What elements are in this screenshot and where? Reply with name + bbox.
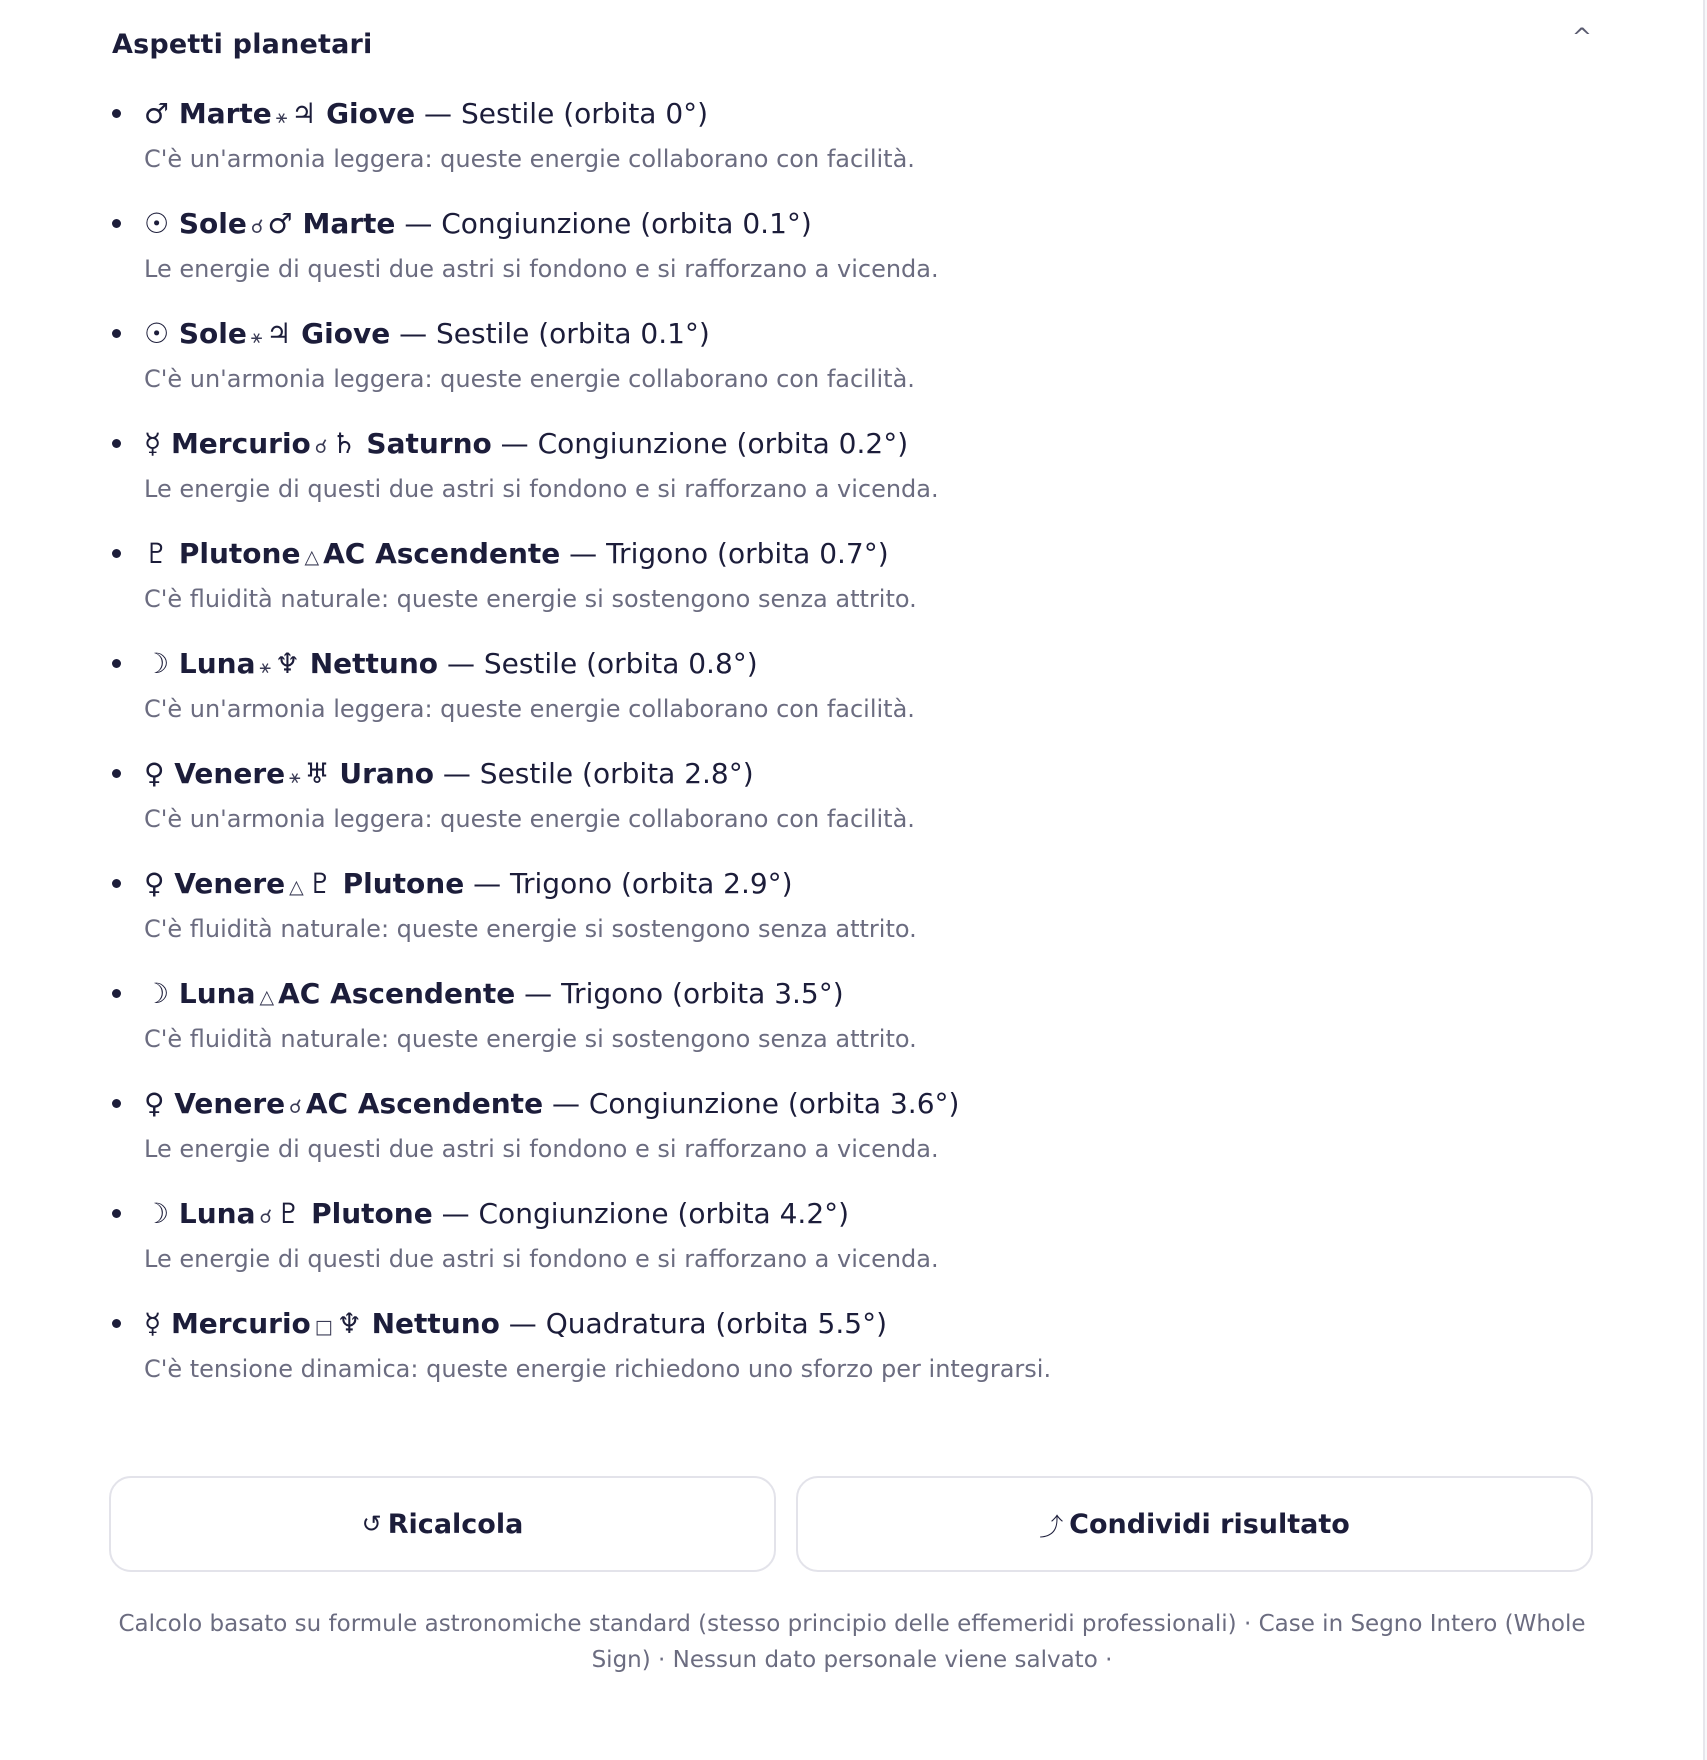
planet-1-symbol-icon: ♀: [144, 757, 165, 790]
planet-2-name: Ascendente: [330, 977, 516, 1010]
planet-1-symbol-icon: ☿: [144, 427, 162, 460]
aspect-symbol-icon: ☌: [259, 1206, 273, 1228]
planet-1-symbol-icon: ☿: [144, 1307, 162, 1340]
planet-1-name: Marte: [178, 97, 272, 130]
aspect-heading: [144, 202, 1512, 249]
aspect-heading: [144, 422, 1512, 469]
aspect-description: C'è un'armonia leggera: queste energie collaborano con facilità.: [144, 695, 915, 723]
aspect-type: — Sestile (orbita 0.8°): [446, 647, 758, 680]
aspect-type: — Trigono (orbita 2.9°): [473, 867, 793, 900]
section-title: Aspetti planetari: [112, 28, 373, 60]
aspect-heading: [144, 972, 1512, 1019]
planet-2-symbol-icon: ♂: [267, 207, 293, 240]
planet-1-name: Luna: [178, 977, 256, 1010]
planet-1-name: Sole: [178, 317, 247, 350]
aspect-symbol-icon: ☌: [250, 216, 264, 238]
planet-2: [275, 647, 438, 680]
planet-1: [144, 207, 247, 240]
planet-1-name: Luna: [178, 647, 256, 680]
planet-1-name: Venere: [174, 867, 286, 900]
aspect-type: — Trigono (orbita 3.5°): [524, 977, 844, 1010]
planet-1-symbol-icon: ♂: [144, 97, 170, 130]
aspect-type: — Congiunzione (orbita 0.2°): [500, 427, 909, 460]
refresh-icon: ↺: [361, 1510, 382, 1538]
planet-1: [144, 1197, 255, 1230]
aspect-description: Le energie di questi due astri si fondono e si rafforzano a vicenda.: [144, 475, 939, 503]
planet-2-symbol-icon: ♃: [291, 97, 317, 130]
planet-2-name: Ascendente: [375, 537, 561, 570]
planet-2-symbol-icon: ♅: [304, 757, 330, 790]
aspect-description: C'è fluidità naturale: queste energie si sostengono senza attrito.: [144, 585, 917, 613]
planet-2-symbol-icon: ♆: [274, 647, 300, 680]
aspect-item: [112, 202, 1512, 312]
planet-1: [144, 757, 285, 790]
share-result-label: Condividi risultato: [1069, 1508, 1350, 1540]
aspect-item: [112, 92, 1512, 202]
aspect-type: — Congiunzione (orbita 4.2°): [441, 1197, 850, 1230]
aspect-type: — Trigono (orbita 0.7°): [569, 537, 889, 570]
aspect-item: [112, 312, 1512, 422]
planet-1-symbol-icon: ☽: [144, 647, 170, 680]
aspect-heading: [144, 312, 1512, 359]
aspect-type: — Congiunzione (orbita 0.1°): [404, 207, 812, 240]
planet-1-name: Luna: [178, 1197, 256, 1230]
footer-disclaimer: Calcolo basato su formule astronomiche standard (stesso principio delle effemeridi professionali) · Case in Segno Intero (Whole Sign) · Nessun dato personale viene salvato ·: [118, 1611, 1586, 1673]
aspect-description: Le energie di questi due astri si fondono e si rafforzano a vicenda.: [144, 1245, 939, 1273]
aspect-description: C'è un'armonia leggera: queste energie collaborano con facilità.: [144, 145, 915, 173]
planet-2-symbol-icon: ♃: [266, 317, 292, 350]
planet-1-name: Mercurio: [170, 1307, 311, 1340]
aspect-heading: [144, 1192, 1512, 1239]
planet-2-name: Nettuno: [371, 1307, 500, 1340]
planet-2: [323, 537, 560, 570]
aspect-type: — Sestile (orbita 0°): [424, 97, 709, 130]
planet-1: [144, 1087, 285, 1120]
planet-1: [144, 867, 285, 900]
aspect-type: — Congiunzione (orbita 3.6°): [551, 1087, 960, 1120]
aspects-list: [112, 92, 1512, 1412]
aspect-item: [112, 862, 1512, 972]
planet-1-name: Plutone: [178, 537, 301, 570]
recalculate-label: Ricalcola: [387, 1508, 524, 1540]
aspect-description: C'è un'armonia leggera: queste energie collaborano con facilità.: [144, 805, 915, 833]
planet-2-name: Plutone: [311, 1197, 433, 1230]
aspect-symbol-icon: ⚹: [250, 326, 263, 348]
planet-2: [306, 1087, 543, 1120]
aspect-description: C'è fluidità naturale: queste energie si sostengono senza attrito.: [144, 1025, 917, 1053]
aspect-heading: [144, 752, 1512, 799]
planet-1-name: Venere: [174, 757, 286, 790]
planet-2-symbol-icon: ♄: [331, 427, 357, 460]
planet-1: [144, 647, 255, 680]
planet-2: [332, 427, 492, 460]
planet-2-name: Saturno: [366, 427, 492, 460]
planet-2-name: Giove: [301, 317, 391, 350]
aspect-description: C'è un'armonia leggera: queste energie collaborano con facilità.: [144, 365, 915, 393]
aspect-item: [112, 1192, 1512, 1302]
aspect-symbol-icon: ⚹: [259, 656, 271, 678]
planet-2-name: Nettuno: [309, 647, 439, 680]
planet-2-symbol-icon: AC: [323, 537, 366, 570]
planet-2: [266, 317, 390, 350]
aspect-heading: [144, 532, 1512, 579]
planet-1-name: Mercurio: [170, 427, 311, 460]
aspect-symbol-icon: ☌: [289, 1096, 302, 1118]
share-icon: ⤴: [1039, 1512, 1064, 1541]
planet-1-symbol-icon: ☽: [144, 1197, 170, 1230]
aspect-item: [112, 532, 1512, 642]
planet-1-symbol-icon: ♀: [144, 867, 165, 900]
planet-1-name: Sole: [178, 207, 247, 240]
aspect-type: — Sestile (orbita 2.8°): [442, 757, 754, 790]
planet-2-name: Ascendente: [357, 1087, 544, 1120]
planet-1-symbol-icon: ♀: [144, 1087, 165, 1120]
aspect-item: [112, 422, 1512, 532]
aspect-item: [112, 1082, 1512, 1192]
planet-1-symbol-icon: ☉: [144, 317, 170, 350]
aspect-heading: [144, 92, 1512, 139]
aspect-symbol-icon: ⚹: [289, 766, 301, 788]
aspect-description: C'è fluidità naturale: queste energie si sostengono senza attrito.: [144, 915, 917, 943]
planet-1: [144, 977, 255, 1010]
aspect-item: [112, 1302, 1512, 1412]
planet-1: [144, 97, 272, 130]
planet-2: [337, 1307, 500, 1340]
planet-2: [308, 867, 464, 900]
planet-2-symbol-icon: AC: [305, 1087, 349, 1120]
planet-2-symbol-icon: ♇: [307, 867, 333, 900]
aspect-heading: [144, 1302, 1512, 1349]
aspect-symbol-icon: △: [259, 986, 275, 1008]
planet-1: [144, 1307, 311, 1340]
aspect-item: [112, 972, 1512, 1082]
aspect-symbol-icon: △: [289, 876, 304, 898]
collapse-chevron-icon[interactable]: ^: [1571, 23, 1592, 51]
planet-1-symbol-icon: ♇: [144, 537, 170, 570]
planet-2: [268, 207, 396, 240]
aspect-type: — Quadratura (orbita 5.5°): [508, 1307, 887, 1340]
planet-1: [144, 537, 300, 570]
aspect-heading: [144, 642, 1512, 689]
aspect-symbol-icon: ⚹: [275, 106, 288, 128]
planet-2: [305, 757, 434, 790]
planet-2-symbol-icon: ♇: [276, 1197, 302, 1230]
planet-1: [144, 427, 311, 460]
aspects-section-header[interactable]: [112, 20, 1592, 68]
planet-2: [276, 1197, 432, 1230]
recalculate-button[interactable]: [109, 1476, 776, 1572]
aspect-item: [112, 642, 1512, 752]
aspect-description: C'è tensione dinamica: queste energie richiedono uno sforzo per integrarsi.: [144, 1355, 1052, 1383]
planet-2-name: Plutone: [342, 867, 465, 900]
planet-2-name: Giove: [326, 97, 416, 130]
aspect-symbol-icon: □: [314, 1316, 333, 1338]
planet-2-symbol-icon: ♆: [336, 1307, 362, 1340]
share-result-button[interactable]: [796, 1476, 1593, 1572]
planet-1-symbol-icon: ☉: [144, 207, 170, 240]
aspect-heading: [144, 862, 1512, 909]
actions-bar: [109, 1476, 1593, 1572]
aspect-item: [112, 752, 1512, 862]
aspect-symbol-icon: ☌: [314, 436, 328, 458]
planet-2-symbol-icon: AC: [278, 977, 321, 1010]
aspect-symbol-icon: △: [304, 546, 320, 568]
planet-1: [144, 317, 247, 350]
aspect-type: — Sestile (orbita 0.1°): [399, 317, 710, 350]
aspect-description: Le energie di questi due astri si fondono e si rafforzano a vicenda.: [144, 255, 939, 283]
planet-1-name: Venere: [174, 1087, 286, 1120]
planet-1-symbol-icon: ☽: [144, 977, 170, 1010]
planet-2-name: Marte: [302, 207, 396, 240]
planet-2-name: Urano: [339, 757, 434, 790]
aspect-description: Le energie di questi due astri si fondono e si rafforzano a vicenda.: [144, 1135, 939, 1163]
aspect-heading: [144, 1082, 1512, 1129]
planet-2: [278, 977, 515, 1010]
planet-2: [291, 97, 415, 130]
